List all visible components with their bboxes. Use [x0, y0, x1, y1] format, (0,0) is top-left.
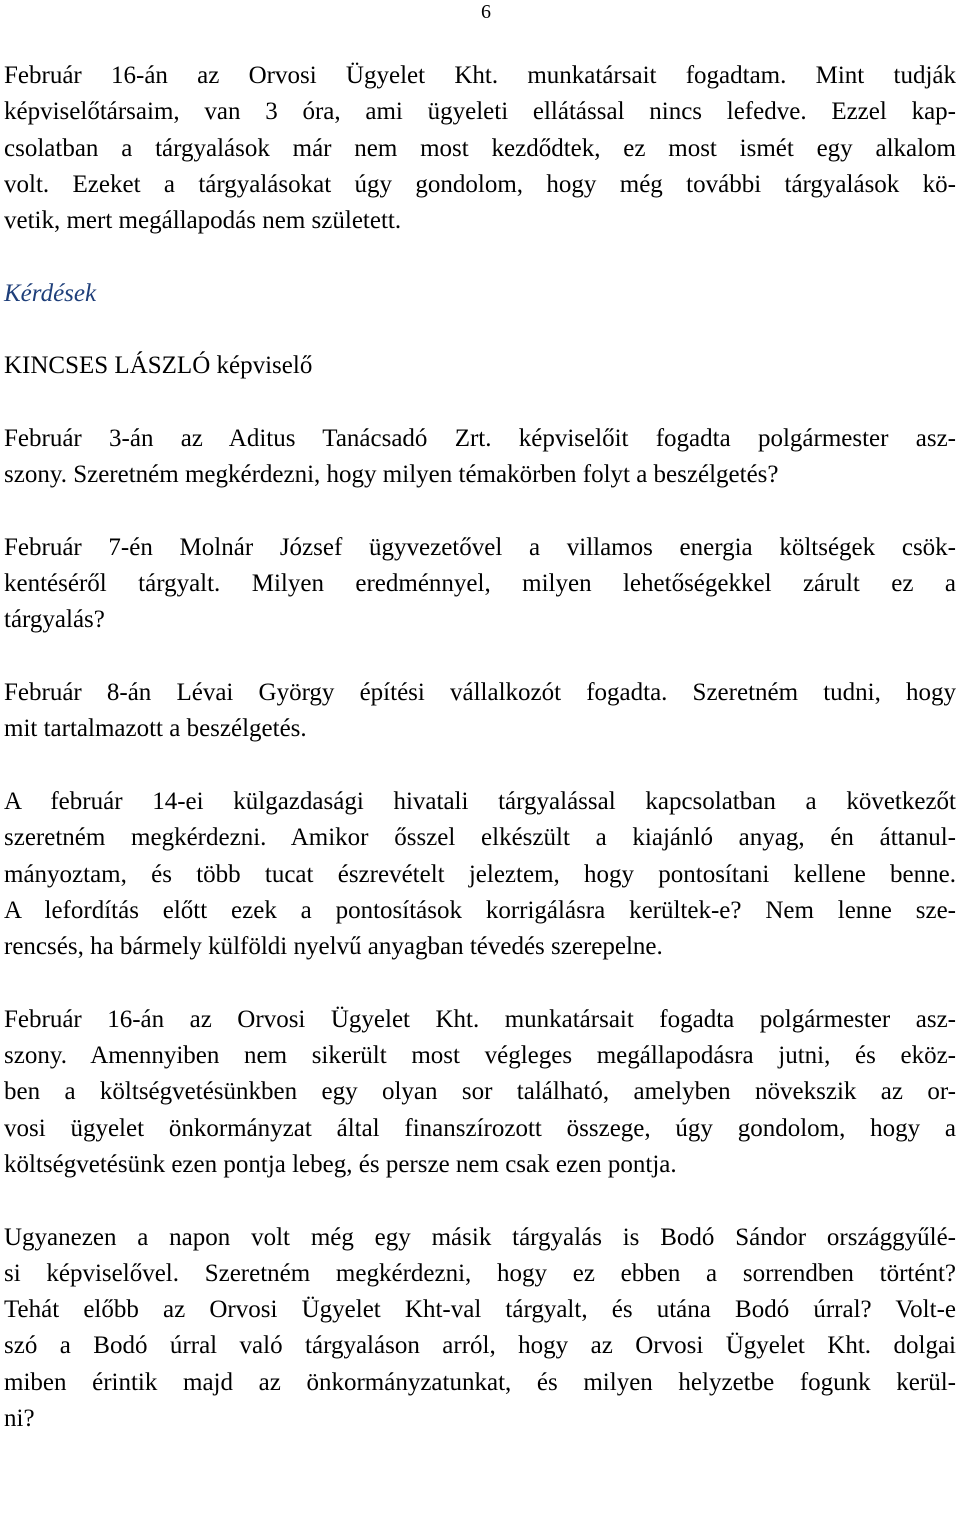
paragraph-line: tárgyalás?	[4, 606, 105, 634]
paragraph-line: vosi ügyelet önkormányzat által finanszírozott összege, úgy gondolom, hogy a	[4, 1114, 956, 1142]
paragraph	[4, 421, 956, 494]
paragraph-line: Tehát előbb az Orvosi Ügyelet Kht-val tárgyalt, és utána Bodó úrral? Volt-e	[4, 1296, 956, 1324]
paragraph-line: mit tartalmazott a beszélgetés.	[4, 715, 307, 743]
paragraph	[4, 1002, 956, 1183]
paragraph-line: szeretném megkérdezni. Amikor ősszel elkészült a kiajánló anyag, én áttanul-	[4, 824, 956, 852]
speaker-name: KINCSES LÁSZLÓ képviselő	[4, 352, 313, 380]
paragraph-line: ni?	[4, 1404, 35, 1432]
paragraph-line: szony. Amennyiben nem sikerült most végleges megállapodásra jutni, és eköz-	[4, 1042, 956, 1070]
page-number: 6	[481, 1, 491, 23]
paragraph-line: volt. Ezeket a tárgyalásokat úgy gondolom, hogy még további tárgyalások kö-	[4, 170, 956, 198]
paragraph-line: Február 7-én Molnár József ügyvezetővel a villamos energia költségek csök-	[4, 533, 956, 561]
paragraph-line: kentéséről tárgyalt. Milyen eredménnyel, milyen lehetőségekkel zárult ez a	[4, 570, 956, 598]
paragraph-line: mányoztam, és több tucat észrevételt jeleztem, hogy pontosítani kellene benne.	[4, 860, 956, 888]
paragraph-line: Február 8-án Lévai György építési vállalkozót fogadta. Szeretném tudni, hogy	[4, 679, 956, 707]
paragraph-line: Február 16-án az Orvosi Ügyelet Kht. munkatársait fogadtam. Mint tudják	[4, 62, 956, 89]
paragraph-line: si képviselővel. Szeretném megkérdezni, hogy ez ebben a sorrendben történt?	[4, 1259, 956, 1287]
paragraph-line: szó a Bodó úrral való tárgyaláson arról, hogy az Orvosi Ügyelet Kht. dolgai	[4, 1332, 956, 1360]
paragraph-line: szony. Szeretném megkérdezni, hogy milyen témakörben folyt a beszélgetés?	[4, 461, 779, 489]
paragraph-line: vetik, mert megállapodás nem született.	[4, 207, 402, 235]
paragraph-line: költségvetésünk ezen pontja lebeg, és persze nem csak ezen pontja.	[4, 1150, 677, 1178]
paragraph-line: csolatban a tárgyalások már nem most kezdődtek, ez most ismét egy alkalom	[4, 134, 956, 162]
paragraph-line: képviselőtársaim, van 3 óra, ami ügyeleti ellátással nincs lefedve. Ezzel kap-	[4, 98, 956, 126]
paragraph-line: ben a költségvetésünkben egy olyan sor található, amelyben növekszik az or-	[4, 1078, 956, 1106]
paragraph	[4, 675, 956, 748]
paragraph-line: Ugyanezen a napon volt még egy másik tárgyalás is Bodó Sándor országgyűlé-	[4, 1223, 956, 1251]
paragraph-line: Február 3-án az Aditus Tanácsadó Zrt. képviselőit fogadta polgármester asz-	[4, 424, 956, 452]
paragraph-line: A lefordítás előtt ezek a pontosítások korrigálásra kerültek-e? Nem lenne sze-	[4, 896, 956, 924]
paragraph	[4, 58, 956, 239]
document-body	[4, 58, 956, 1474]
paragraph-line: Február 16-án az Orvosi Ügyelet Kht. munkatársait fogadta polgármester asz-	[4, 1005, 956, 1033]
paragraph-line: A február 14-ei külgazdasági hivatali tárgyalással kapcsolatban a következőt	[4, 787, 956, 815]
paragraph	[4, 784, 956, 965]
paragraph-line: rencsés, ha bármely külföldi nyelvű anyagban tévedés szerepelne.	[4, 933, 663, 961]
paragraph	[4, 530, 956, 639]
paragraph	[4, 1220, 956, 1438]
paragraph-line: miben érintik majd az önkormányzatunkat, és milyen helyzetbe fogunk kerül-	[4, 1368, 956, 1396]
section-heading: Kérdések	[4, 279, 97, 307]
